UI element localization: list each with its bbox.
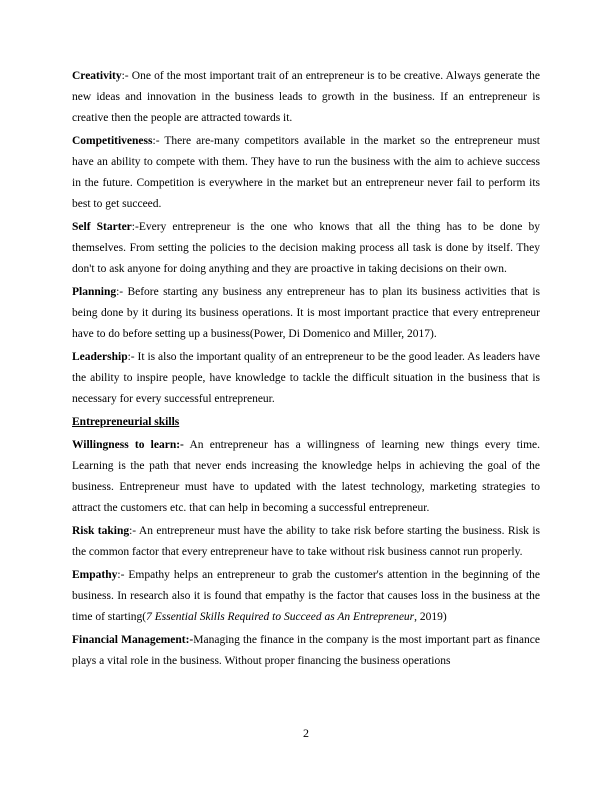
term-competitiveness: Competitiveness [72,135,153,147]
paragraph-financial-management [72,630,540,672]
term-creativity: Creativity [72,70,122,82]
paragraph-text: One of the most important trait of an entrepreneur is to be creative. Always generate the new ideas and innovation in the business leads to growth in the business. If an entrepreneur is creative then the people are attracted towards it. [72,70,540,124]
paragraph-planning [72,282,540,345]
term-separator: :- [131,221,139,233]
citation-title: 7 Essential Skills Required to Succeed as An Entrepreneur [146,611,415,623]
paragraph-text: An entrepreneur has a willingness of learning new things every time. Learning is the path that never ends increasing the knowledge helps in achieving the goal of the business. Entrepreneur must have to updated with the latest technology, marketing strategies to attract the customers etc. that can help in becoming a successful entrepreneur. [72,439,540,514]
paragraph-text: Empathy helps an entrepreneur to grab the customer's attention in the beginning of the business. In research also it is found that empathy is the factor that causes loss in the business at the time of starting( [72,569,540,623]
paragraph-leadership [72,347,540,410]
paragraph-empathy [72,565,540,628]
paragraph-text: Every entrepreneur is the one who knows that all the thing has to be done by themselves. From setting the policies to the decision making process all task is done by itself. They don't to ask anyone for doing anything and they are proactive in taking decisions on their own. [72,221,540,275]
term-financial-management: Financial Management:- [72,634,194,646]
term-separator: :- [116,286,124,298]
term-separator: :- [121,70,129,82]
paragraph-willingness-to-learn [72,435,540,519]
term-separator: :- [152,135,160,147]
term-separator: :- [127,351,135,363]
citation-rest: , 2019) [414,611,447,623]
paragraph-creativity [72,66,540,129]
term-separator: :- [129,525,137,537]
paragraph-text: It is also the important quality of an entrepreneur to be the good leader. As leaders have the ability to inspire people, have knowledge to tackle the difficult situation in the business that is necessary for every successful entrepreneur. [72,351,540,405]
page-number: 2 [303,726,309,740]
term-separator: :- [117,569,125,581]
paragraph-competitiveness [72,131,540,215]
term-empathy: Empathy [72,569,118,581]
paragraph-text: An entrepreneur must have the ability to take risk before starting the business. Risk is the common factor that every entrepreneur have to take without risk business cannot run properly. [72,525,541,558]
term-self-starter: Self Starter [72,221,132,233]
paragraph-text: There are-many competitors available in the market so the entrepreneur must have an ability to compete with them. They have to run the business with the aim to achieve success in the future. Competition is everywhere in the market but an entrepreneur never fail to perform its best to get succeed. [72,135,540,210]
term-planning: Planning [72,286,117,298]
term-willingness-to-learn: Willingness to learn:- [72,439,184,451]
paragraph-self-starter [72,217,540,280]
term-risk-taking: Risk taking [72,525,130,537]
paragraph-risk-taking [72,521,540,563]
section-heading-entrepreneurial-skills: Entrepreneurial skills [72,416,180,428]
paragraph-text: Managing the finance in the company is the most important part as finance plays a vital role in the business. Without proper financing the business operations [72,634,540,667]
term-leadership: Leadership [72,351,128,363]
page-content [72,66,540,674]
paragraph-text: Before starting any business any entrepreneur has to plan its business activities that is being done by it during its business operations. It is most important practice that every entrepreneur have to do before setting up a business(Power, Di Domenico and Miller, 2017). [72,286,540,340]
